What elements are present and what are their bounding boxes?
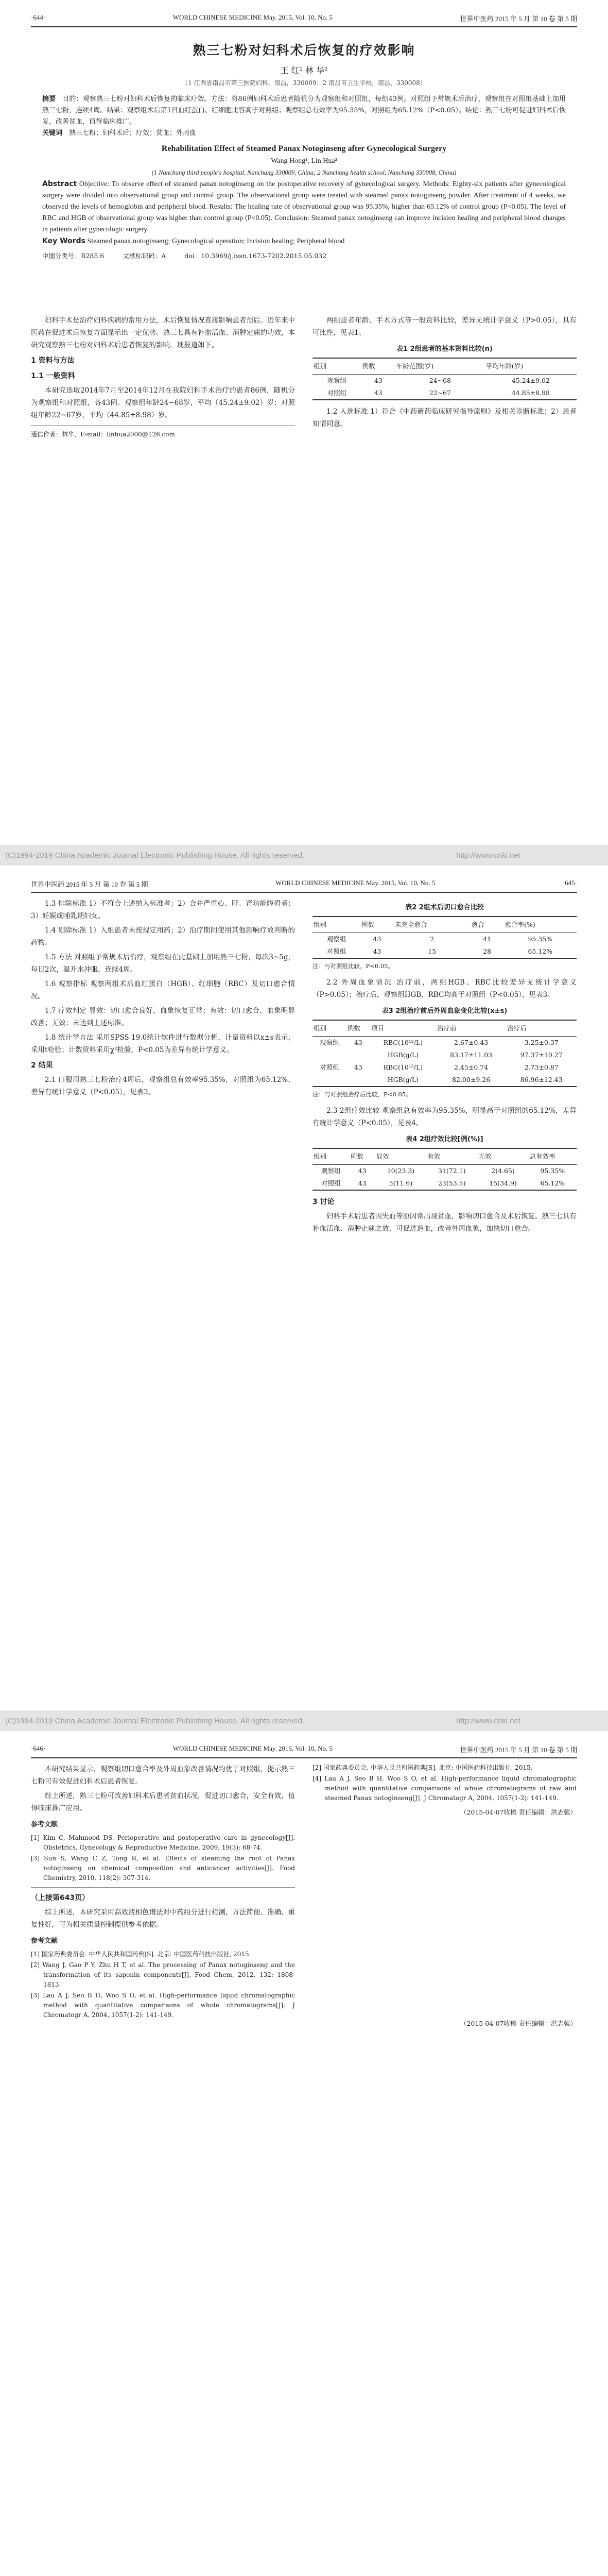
table-header: 愈合 <box>471 917 504 933</box>
table-header: 无效 <box>477 1148 528 1165</box>
references-heading: 参考文献 <box>31 1821 58 1828</box>
table-cell: 82.00±9.26 <box>436 1074 507 1087</box>
column-left <box>31 1763 295 2030</box>
table-row <box>312 1177 577 1190</box>
table-cell: 28 <box>471 945 504 958</box>
table-row <box>312 387 577 400</box>
table-3 <box>312 1003 577 1087</box>
table-cell: 43 <box>361 387 395 400</box>
table-row <box>312 1074 577 1087</box>
received-note: （2015-04-07收稿 责任编辑：洪志强） <box>460 2020 577 2027</box>
table-cell: HGB(g/L) <box>370 1074 436 1087</box>
table-cell: 对照组 <box>312 387 361 400</box>
table-cell: 41 <box>483 935 492 943</box>
table-cell <box>346 1074 370 1087</box>
column-left <box>31 314 295 440</box>
table-row <box>312 933 577 946</box>
table-cell: 43 <box>354 1039 362 1046</box>
body-paragraph: 1.2 入选标准 1）符合《中药新药临床研究指导原则》及相关诊断标准；2）患者知情同意。 <box>312 408 577 428</box>
table-cell: 43 <box>374 377 383 384</box>
page-number: ·644· <box>31 13 46 21</box>
table-cell: 对照组 <box>320 1063 339 1071</box>
table-header: 项目 <box>370 1020 436 1037</box>
table-note: 注：与对照组比较，P<0.05。 <box>312 962 394 970</box>
divider <box>31 1887 295 1888</box>
site-link[interactable]: http://www.cnki.net <box>456 1716 520 1725</box>
classification-line <box>42 250 566 262</box>
reference-item: [4] Lau A J, Seo B H, Woo S O, et al. High-performance liquid chromatographic method with quantitative comparisons of whole chromatograms of raw and steamed Panax notoginseng[J]. J Chromatogr A, 2004, 1057(1-2): 141-149. <box>312 1775 577 1802</box>
english-title: Rehabilitation Effect of Steamed Panax Notoginseng after Gynecological Surgery <box>161 144 447 153</box>
body-paragraph: 综上所述，熟三七粉可改善妇科术后患者贫血状况，促进切口愈合，安全有效，值得临床推广应用。 <box>31 1792 295 1812</box>
section-heading: 1 资料与方法 <box>31 357 75 365</box>
keywords-label: 关键词 <box>42 129 63 137</box>
body-paragraph: 综上所述，本研究采用高效液相色谱法对中药组分进行检测，方法简便、准确、重复性好，可为相关质量控制提供参考依据。 <box>31 1908 295 1929</box>
body-paragraph: 本研究选取2014年7月至2014年12月在我院妇科手术治疗的患者86例，随机分为观察组和对照组，各43例。观察组年龄24~68岁，平均（45.24±9.02）岁；对照组年龄22~67岁，平均（44.85±8.98）岁。 <box>31 386 295 419</box>
page-footer <box>0 1710 608 1731</box>
page-number: ·646· <box>31 1744 46 1752</box>
journal-name: WORLD CHINESE MEDICINE May. 2015, Vol. 10, No. 5 <box>275 879 436 887</box>
table-cell: 97.37±10.27 <box>520 1051 563 1059</box>
column-right <box>312 1763 577 2030</box>
received-note: （2015-04-07收稿 责任编辑：洪志强） <box>460 1808 577 1816</box>
running-header <box>31 1744 577 1758</box>
table-cell: 2.45±0.74 <box>454 1063 489 1071</box>
abstract-block <box>42 94 566 262</box>
table-cell: 15(34.9) <box>477 1177 528 1190</box>
table-cell: 5(11.6) <box>375 1177 426 1190</box>
table-header: 例数 <box>361 358 395 375</box>
english-abstract-label: Abstract <box>42 180 77 188</box>
table-cell: 2 <box>430 935 435 943</box>
reference-item: [2] Wang J, Gao P Y, Zhu H T, et al. The processing of Panax notoginseng and the transformation of its saponin components[J]. Food Chem, 2012, 132: 1808-1813. <box>31 1961 295 1988</box>
section-heading: 2 结果 <box>31 1061 53 1070</box>
english-authors: Wang Hong¹, Lin Hua² <box>271 157 337 165</box>
footnote: 通信作者：林华，E-mail：linhua2000@126.com <box>31 426 295 440</box>
table-caption: 表1 2组患者的基本资料比较(n) <box>396 345 493 353</box>
table-note: 注：与对照组治疗后比较，P<0.05。 <box>312 1091 412 1098</box>
journal-issue: 世界中医药 2015 年 5 月 第 10 卷 第 5 期 <box>31 880 148 888</box>
table-cell: 43 <box>360 945 394 958</box>
site-link[interactable]: http://www.cnki.net <box>456 851 520 860</box>
column-right <box>312 314 577 440</box>
table-cell: 43 <box>358 1167 367 1175</box>
running-header <box>31 13 577 27</box>
table-cell: 95.35% <box>528 935 553 943</box>
table-cell <box>312 1074 346 1087</box>
subsection-heading: 1.1 一般资料 <box>31 372 75 380</box>
table-cell <box>312 1049 346 1061</box>
abstract-text: 目的：观察熟三七粉对妇科术后恢复的临床疗效。方法：将86例妇科术后患者随机分为观察组和对照组，每组43例。对照组予常规术后治疗，观察组在对照组基础上加用熟三七粉，连续4周。结果：观察组术后第1日血红蛋白、红细胞比容高于对照组；观察组总有效率为95.35%，对照组为65.12%（P<0.05）。结论：熟三七粉可促进妇科术后恢复，改善贫血，值得临床推广。 <box>42 95 566 126</box>
body-paragraph: 本研究结果显示，观察组切口愈合率及外周血象改善情况均优于对照组，提示熟三七粉可有效促进妇科术后患者恢复。 <box>31 1765 295 1786</box>
body-paragraph: 2.3 2组疗效比较 观察组总有效率为95.35%，明显高于对照组的65.12%，差异有统计学意义（P<0.05），见表4。 <box>312 1107 577 1127</box>
reference-item: [2] 国家药典委员会. 中华人民共和国药典[S]. 北京: 中国医药科技出版社, 2015. <box>312 1764 533 1771</box>
table-cell: 95.35% <box>540 1167 565 1175</box>
page-number: ·645· <box>562 879 577 887</box>
article-authors: 王 红¹ 林 华² <box>280 65 328 75</box>
journal-name: WORLD CHINESE MEDICINE May. 2015, Vol. 10, No. 5 <box>172 1744 333 1752</box>
page-2 <box>0 866 608 1710</box>
body-paragraph: 1.4 剔除标准 1）入组患者未按规定用药；2）治疗期间使用其他影响疗效判断的药物。 <box>31 926 295 947</box>
table-cell: 对照组 <box>312 945 360 958</box>
table-header: 显效 <box>375 1148 426 1165</box>
table-header: 例数 <box>346 1020 370 1037</box>
doi: doi：10.3969/j.issn.1673-7202.2015.05.032 <box>184 252 327 260</box>
table-row <box>312 945 577 958</box>
table-cell: HGB(g/L) <box>387 1051 419 1059</box>
body-paragraph: 1.5 方法 对照组予常规术后治疗，观察组在此基础上加用熟三七粉，每次3~5g，每日2次，温开水冲服，连续4周。 <box>31 953 295 974</box>
table-caption: 表2 2组术后切口愈合比较 <box>405 904 484 911</box>
table-row <box>312 1037 577 1049</box>
table-cell: 观察组 <box>321 1167 341 1175</box>
table-cell: 24~68 <box>429 377 451 384</box>
abstract-label: 摘要 <box>42 95 56 103</box>
table-cell: 2.67±0.43 <box>454 1039 489 1046</box>
table-cell: 2.73±0.87 <box>524 1063 559 1071</box>
page-footer <box>0 845 608 866</box>
table-cell: 观察组 <box>326 935 346 943</box>
reference-item: [3] Sun S, Wang C Z, Tong R, et al. Effects of steaming the root of Panax notoginseng on chemical composition and anticancer activities[J]. Food Chemistry, 2010, 118(2): 307-314. <box>31 1855 295 1882</box>
table-cell: 22~67 <box>395 387 485 400</box>
table-header: 组别 <box>312 358 361 375</box>
reference-item: [1] 国家药典委员会. 中华人民共和国药典[S]. 北京: 中国医药科技出版社, 2015. <box>31 1951 251 1958</box>
table-header: 治疗前 <box>436 1020 507 1037</box>
table-cell: 15 <box>394 945 471 958</box>
table-header: 组别 <box>312 1020 346 1037</box>
body-paragraph: 两组患者年龄、手术方式等一般资料比较，差异无统计学意义（P>0.05），具有可比性，见表1。 <box>312 316 577 337</box>
table-caption: 表3 2组治疗前后外周血象变化比较(x±s) <box>381 1007 508 1015</box>
table-row <box>312 1049 577 1061</box>
table-header: 组别 <box>312 917 360 933</box>
table-row <box>312 1061 577 1074</box>
table-cell: 86.96±12.43 <box>506 1074 577 1087</box>
table-header: 未完全愈合 <box>394 917 471 933</box>
table-header: 例数 <box>360 917 394 933</box>
table-cell: 3.25±0.37 <box>524 1039 559 1046</box>
table-header: 总有效率 <box>529 1148 577 1165</box>
body-paragraph: 1.6 观察指标 观察两组术后血红蛋白（HGB）、红细胞（RBC）及切口愈合情况。 <box>31 980 295 1001</box>
table-header: 有效 <box>426 1148 477 1165</box>
intro-paragraph: 妇科手术是治疗妇科疾病的常用方法，术后恢复情况直接影响患者预后。近年来中医药在促进术后恢复方面显示出一定优势。熟三七具有补血活血、消肿定痛的功效，本研究观察熟三七粉对妇科术后患者恢复的影响，现报道如下。 <box>31 316 295 349</box>
copyright-text: (C)1994-2019 China Academic Journal Electronic Publishing House. All rights reserved. <box>5 851 305 860</box>
journal-issue: 世界中医药 2015 年 5 月 第 10 卷 第 5 期 <box>460 1746 577 1754</box>
reference-item: [1] Kim C, Mahmood DS. Perioperative and postoperative care in gynecology[J]. Obstetrics, Gynecology & Reproductive Medicine, 2009, 19(3): 68-74. <box>31 1834 295 1851</box>
table-cell: RBC(10¹²/L) <box>383 1063 423 1071</box>
table-cell: RBC(10¹²/L) <box>383 1039 423 1046</box>
reference-item: [3] Lau A J, Seo B H, Woo S O, et al. High-performance liquid chromatographic method with quantitative comparisons of whole chromatograms[J]. J Chromatogr A, 2004, 1057(1-2): 141-149. <box>31 1992 295 2019</box>
table-cell: 31(72.1) <box>438 1167 466 1175</box>
table-row <box>312 1165 577 1178</box>
table-cell: 83.17±11.03 <box>450 1051 493 1059</box>
table-cell: 43 <box>373 935 381 943</box>
section-heading: 3 讨论 <box>312 1198 335 1206</box>
table-2 <box>312 900 577 959</box>
running-header <box>31 879 577 893</box>
english-keywords-label: Key Words <box>42 237 85 245</box>
table-4 <box>312 1131 577 1191</box>
table-cell: 65.12% <box>504 945 577 958</box>
english-affiliation: (1 Nanchang third people's hospital, Nanchang 330009, China; 2 Nanchang health school, Nanchang 330008, China) <box>151 169 457 176</box>
page-3 <box>0 1731 608 2576</box>
article-title: 熟三七粉对妇科术后恢复的疗效影响 <box>193 43 415 58</box>
column-right <box>312 897 577 1237</box>
table-row <box>312 375 577 387</box>
body-paragraph: 1.3 排除标准 1）不符合上述纳入标准者；2）合并严重心、肝、肾功能障碍者；3）妊娠或哺乳期妇女。 <box>31 900 295 920</box>
keywords-text: 熟三七粉；妇科术后；疗效；贫血；外周血 <box>69 129 197 137</box>
body-paragraph: 1.7 疗效判定 显效：切口愈合良好，血象恢复正常；有效：切口愈合，血象明显改善；无效：未达到上述标准。 <box>31 1007 295 1027</box>
table-cell: 44.85±8.98 <box>485 387 577 400</box>
table-header: 愈合率(%) <box>504 917 577 933</box>
body-paragraph: 2.2 外周血象情况 治疗前，两组HGB、RBC比较差异无统计学意义（P>0.05）；治疗后，观察组HGB、RBC均高于对照组（P<0.05），见表3。 <box>312 978 577 999</box>
journal-name: WORLD CHINESE MEDICINE May. 2015, Vol. 10, No. 5 <box>172 13 333 21</box>
table-cell: 65.12% <box>529 1177 577 1190</box>
english-abstract-text: Objective: To observe effect of steamed panax notoginseng on the postoperative recovery of gynecological surgery. Methods: Eighty-six patients after gynecological surgery were divided into observational group and control group. The observational group were treated with steamed panax notoginseng powder. After treatment of 4 weeks, we observed the levels of hemoglobin and peripheral blood. Results: The healing rate of observational group was 95.35%, higher than 65.12% of control group (P<0.05). The level of RBC and HGB of observational group was higher than control group (P<0.05). Conclusion: Steamed panax notoginseng can improve incision healing and peripheral blood changes in patients after gynecologic surgery. <box>42 180 566 233</box>
table-header: 平均年龄(岁) <box>485 358 577 375</box>
clc-number: 中图分类号：R285.6 <box>42 252 105 260</box>
body-paragraph: 2.1 口服用熟三七粉治疗4周后，观察组总有效率95.35%，对照组为65.12%，差异有统计学意义（P<0.05），见表2。 <box>31 1076 295 1096</box>
table-header: 例数 <box>350 1148 375 1165</box>
table-header: 治疗后 <box>506 1020 577 1037</box>
table-cell: 43 <box>350 1177 375 1190</box>
table-cell: 2(4.65) <box>491 1167 515 1175</box>
table-cell: 观察组 <box>320 1039 339 1046</box>
article-affiliation: （1 江西省南昌市第三医院妇科，南昌，330009；2 南昌市卫生学校，南昌，330008） <box>182 79 426 87</box>
table-header: 组别 <box>312 1148 350 1165</box>
page-1 <box>0 0 608 845</box>
table-cell: 对照组 <box>312 1177 350 1190</box>
table-cell: 45.24±9.02 <box>511 377 550 384</box>
table-cell: 43 <box>354 1063 362 1071</box>
table-cell <box>346 1049 370 1061</box>
document-code: 文献标识码：A <box>123 252 166 260</box>
table-header: 年龄范围(岁) <box>395 358 485 375</box>
body-paragraph: 妇科手术后患者因失血等原因常出现贫血，影响切口愈合及术后恢复。熟三七具有补血活血、消肿止痛之效，可促进造血，改善外周血象，加快切口愈合。 <box>312 1212 577 1233</box>
copyright-text: (C)1994-2019 China Academic Journal Electronic Publishing House. All rights reserved. <box>5 1716 305 1725</box>
references-heading: 参考文献 <box>31 1937 58 1945</box>
table-cell: 观察组 <box>327 377 347 384</box>
journal-issue: 世界中医药 2015 年 5 月 第 10 卷 第 5 期 <box>460 15 577 23</box>
column-left <box>31 897 295 1237</box>
table-1 <box>312 341 577 400</box>
table-cell: 10(23.3) <box>387 1167 415 1175</box>
table-cell: 23(53.5) <box>426 1177 477 1190</box>
english-keywords-text: Steamed panax notoginseng; Gynecological operation; Incision healing; Peripheral blood <box>87 238 345 245</box>
continuation-heading: （上接第643页） <box>31 1894 90 1902</box>
body-paragraph: 1.8 统计学方法 采用SPSS 19.0统计软件进行数据分析，计量资料以x±s表示，采用t检验；计数资料采用χ²检验，P<0.05为差异有统计学意义。 <box>31 1033 295 1054</box>
table-caption: 表4 2组疗效比较[例(%)] <box>406 1136 483 1143</box>
